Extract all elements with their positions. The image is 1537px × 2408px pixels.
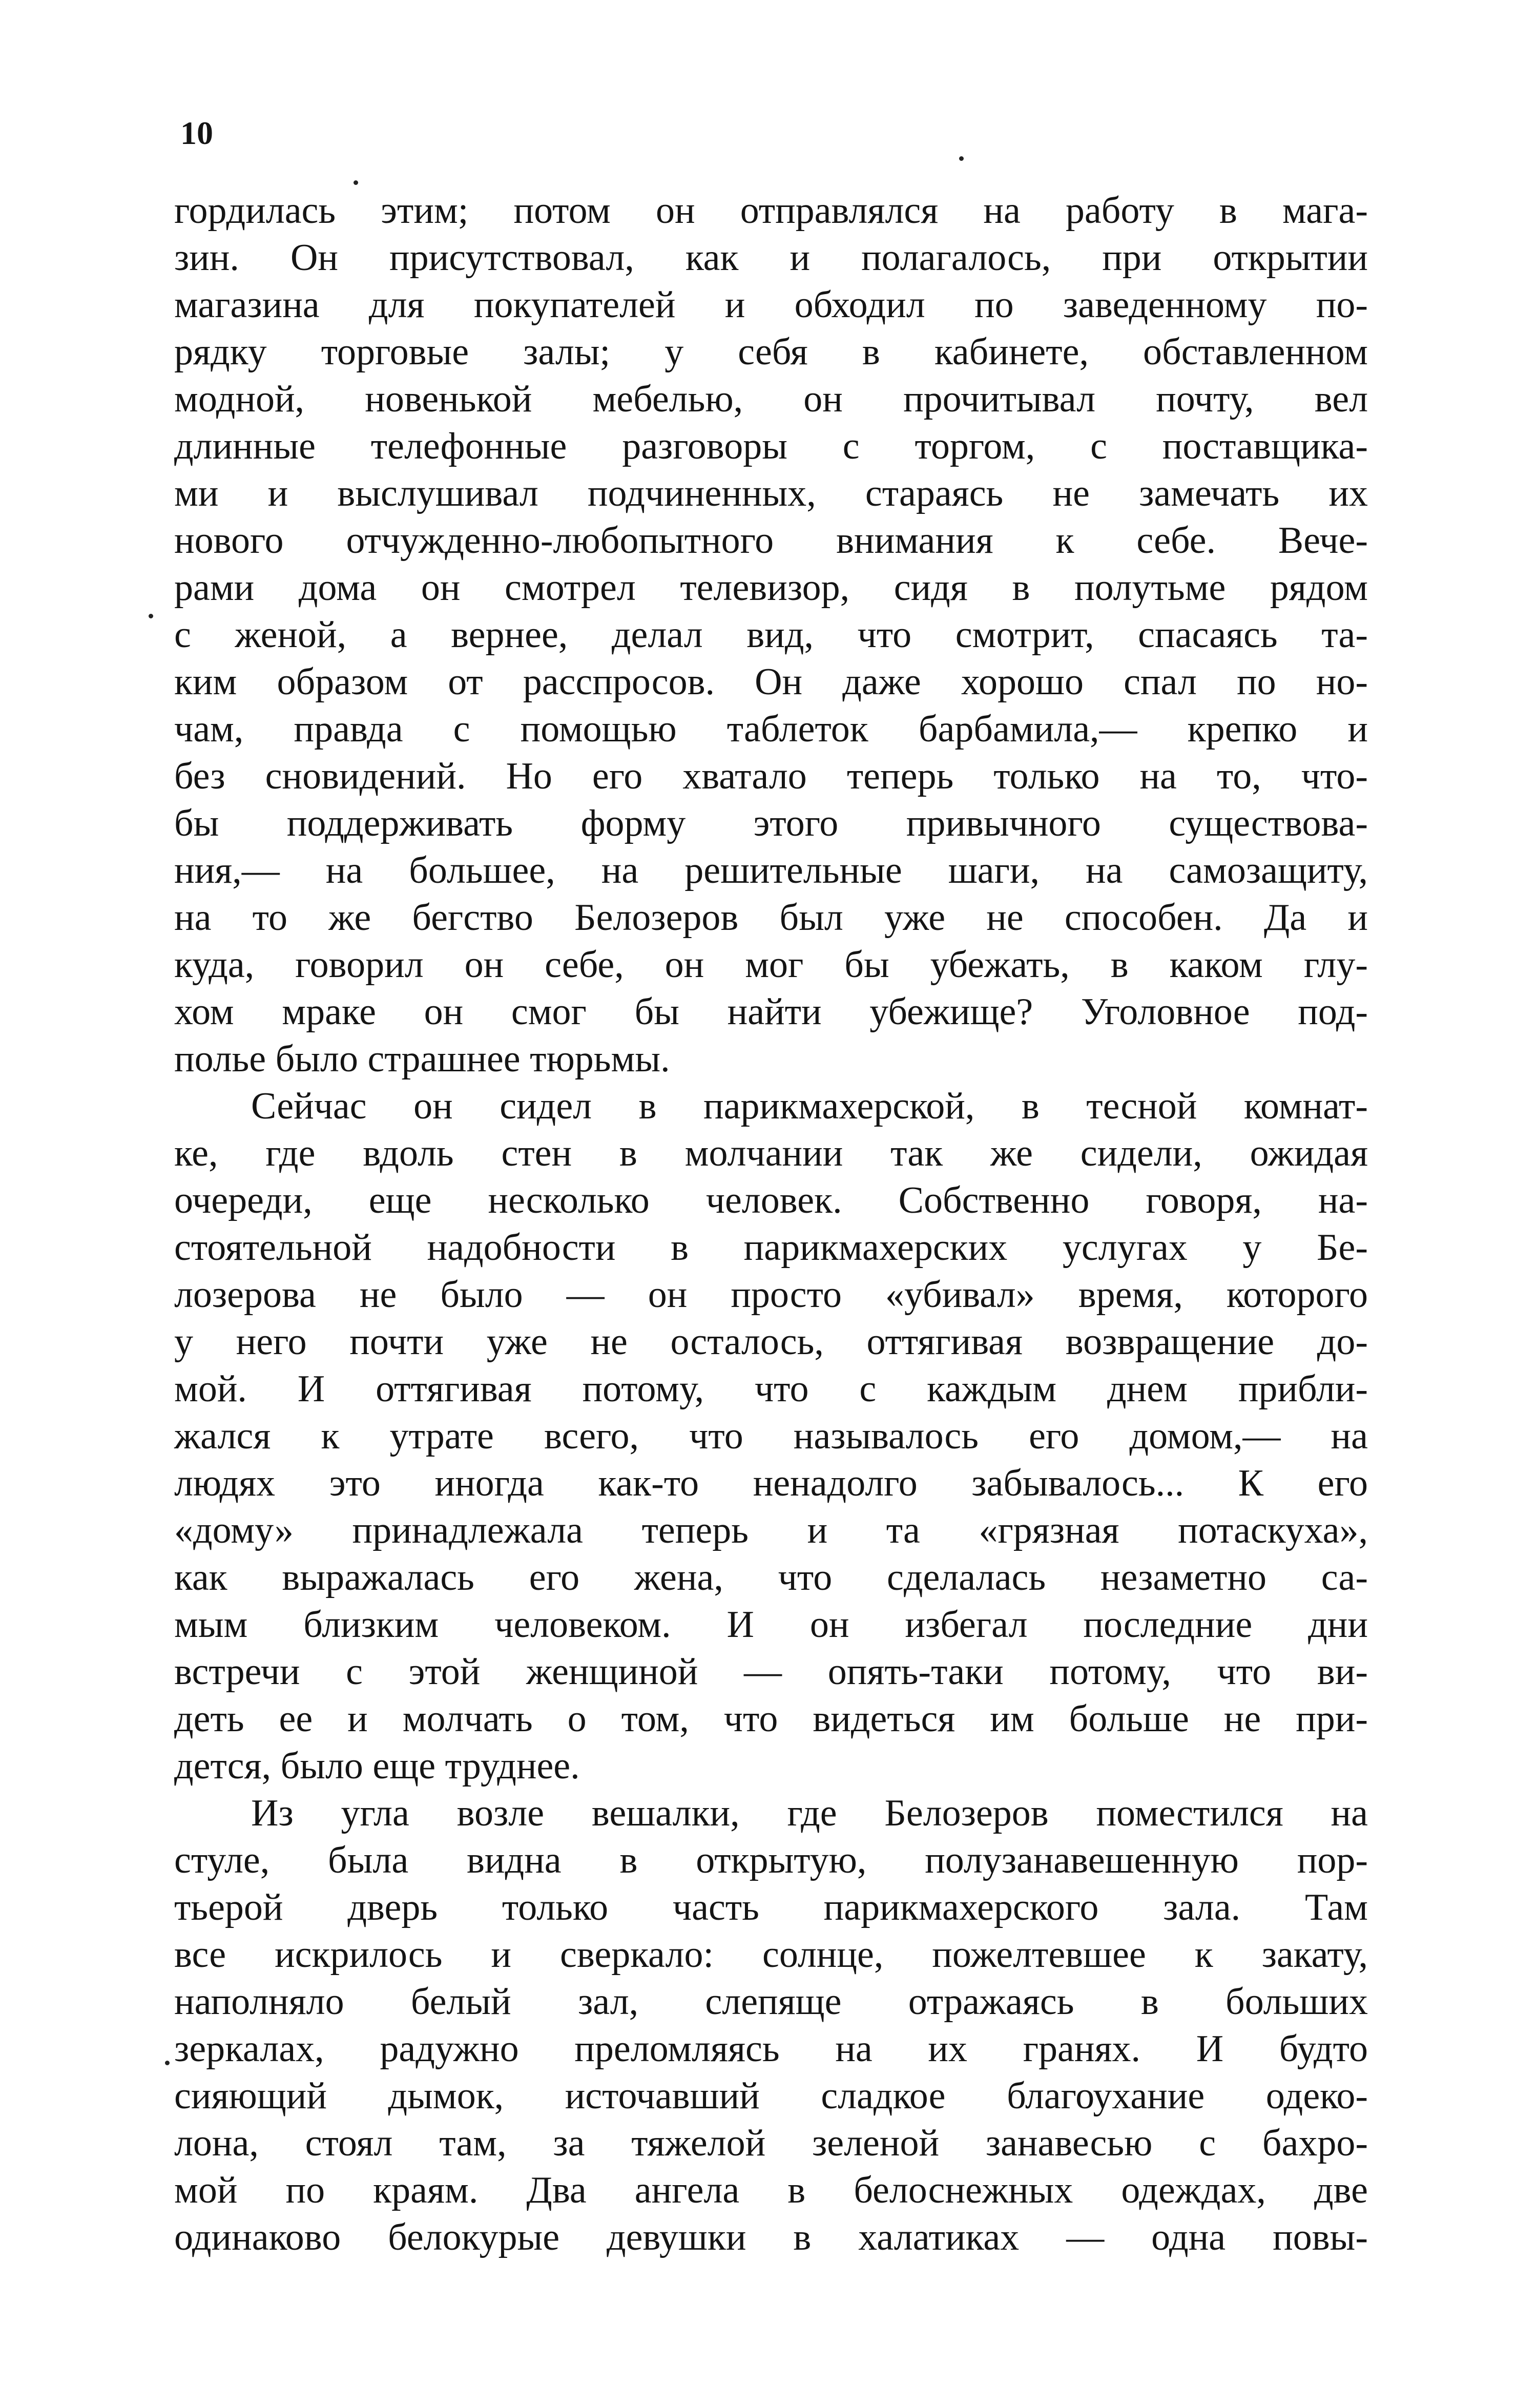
text-line: мой. И оттягивая потому, что с каждым днем прибли- — [174, 1368, 1368, 1410]
text-line: как выражалась его жена, что сделалась незаметно са- — [174, 1556, 1368, 1599]
text-line: бы поддерживать форму этого привычного существова- — [174, 802, 1368, 844]
text-line: без сновидений. Но его хватало теперь только на то, что- — [174, 755, 1368, 797]
print-speck — [149, 614, 153, 618]
text-line: стоятельной надобности в парикмахерских услугах у Бе- — [174, 1227, 1368, 1269]
print-speck — [959, 156, 964, 161]
text-line: встречи с этой женщиной — опять-таки потому, что ви- — [174, 1651, 1368, 1693]
paragraph — [174, 1083, 1368, 1790]
text-line: ния,— на большее, на решительные шаги, на самозащиту, — [174, 849, 1368, 891]
text-line: лона, стоял там, за тяжелой зеленой занавесью с бахро- — [174, 2122, 1368, 2164]
text-line: нового отчужденно-любопытного внимания к себе. Вече- — [174, 520, 1368, 562]
text-line: деть ее и молчать о том, что видеться им больше не при- — [174, 1698, 1368, 1740]
text-line: ке, где вдоль стен в молчании так же сидели, ожидая — [174, 1132, 1368, 1174]
text-line: ким образом от расспросов. Он даже хорошо спал по но- — [174, 661, 1368, 703]
text-line: куда, говорил он себе, он мог бы убежать, в каком глу- — [174, 944, 1368, 986]
text-line: ми и выслушивал подчиненных, стараясь не замечать их — [174, 472, 1368, 514]
text-line: модной, новенькой мебелью, он прочитывал почту, вел — [174, 378, 1368, 420]
text-line: одинаково белокурые девушки в халатиках — одна повы- — [174, 2216, 1368, 2258]
text-line: гордилась этим; потом он отправлялся на работу в мага- — [174, 190, 1368, 232]
text-line: зин. Он присутствовал, как и полагалось, при открытии — [174, 237, 1368, 279]
text-line: людях это иногда как-то ненадолго забывалось... К его — [174, 1462, 1368, 1504]
text-line: «дому» принадлежала теперь и та «грязная потаскуха», — [174, 1509, 1368, 1551]
text-line: рами дома он смотрел телевизор, сидя в полутьме рядом — [174, 567, 1368, 609]
text-line: сияющий дымок, источавший сладкое благоухание одеко- — [174, 2075, 1368, 2117]
text-line: магазина для покупателей и обходил по заведенному по- — [174, 284, 1368, 326]
text-line: у него почти уже не осталось, оттягивая возвращение до- — [174, 1321, 1368, 1363]
text-line: все искрилось и сверкало: солнце, пожелтевшее к закату, — [174, 1934, 1368, 1976]
text-line: дется, было еще труднее. — [174, 1745, 580, 1787]
print-speck — [354, 180, 358, 185]
paragraph — [174, 1790, 1368, 2261]
text-line: Из угла возле вешалки, где Белозеров поместился на — [251, 1792, 1368, 1834]
text-line: жался к утрате всего, что называлось его домом,— на — [174, 1415, 1368, 1457]
body-text — [174, 187, 1368, 2261]
text-line: мым близким человеком. И он избегал последние дни — [174, 1604, 1368, 1646]
text-line: полье было страшнее тюрьмы. — [174, 1038, 670, 1080]
print-speck — [165, 2061, 170, 2065]
text-line: мой по краям. Два ангела в белоснежных одеждах, две — [174, 2169, 1368, 2211]
paragraph — [174, 187, 1368, 1083]
text-line: наполняло белый зал, слепяще отражаясь в больших — [174, 1981, 1368, 2023]
text-line: Сейчас он сидел в парикмахерской, в тесной комнат- — [251, 1085, 1368, 1127]
text-line: с женой, а вернее, делал вид, что смотрит, спасаясь та- — [174, 614, 1368, 656]
page-number: 10 — [180, 115, 213, 151]
text-line: тьерой дверь только часть парикмахерского зала. Там — [174, 1886, 1368, 1928]
text-line: длинные телефонные разговоры с торгом, с поставщика- — [174, 425, 1368, 467]
text-line: лозерова не было — он просто «убивал» время, которого — [174, 1274, 1368, 1316]
text-line: зеркалах, радужно преломляясь на их гранях. И будто — [174, 2028, 1368, 2070]
text-line: рядку торговые залы; у себя в кабинете, обставленном — [174, 331, 1368, 373]
text-line: хом мраке он смог бы найти убежище? Уголовное под- — [174, 991, 1368, 1033]
text-line: очереди, еще несколько человек. Собственно говоря, на- — [174, 1179, 1368, 1221]
text-line: чам, правда с помощью таблеток барбамила,— крепко и — [174, 708, 1368, 750]
text-line: стуле, была видна в открытую, полузанавешенную пор- — [174, 1839, 1368, 1881]
text-line: на то же бегство Белозеров был уже не способен. Да и — [174, 897, 1368, 939]
